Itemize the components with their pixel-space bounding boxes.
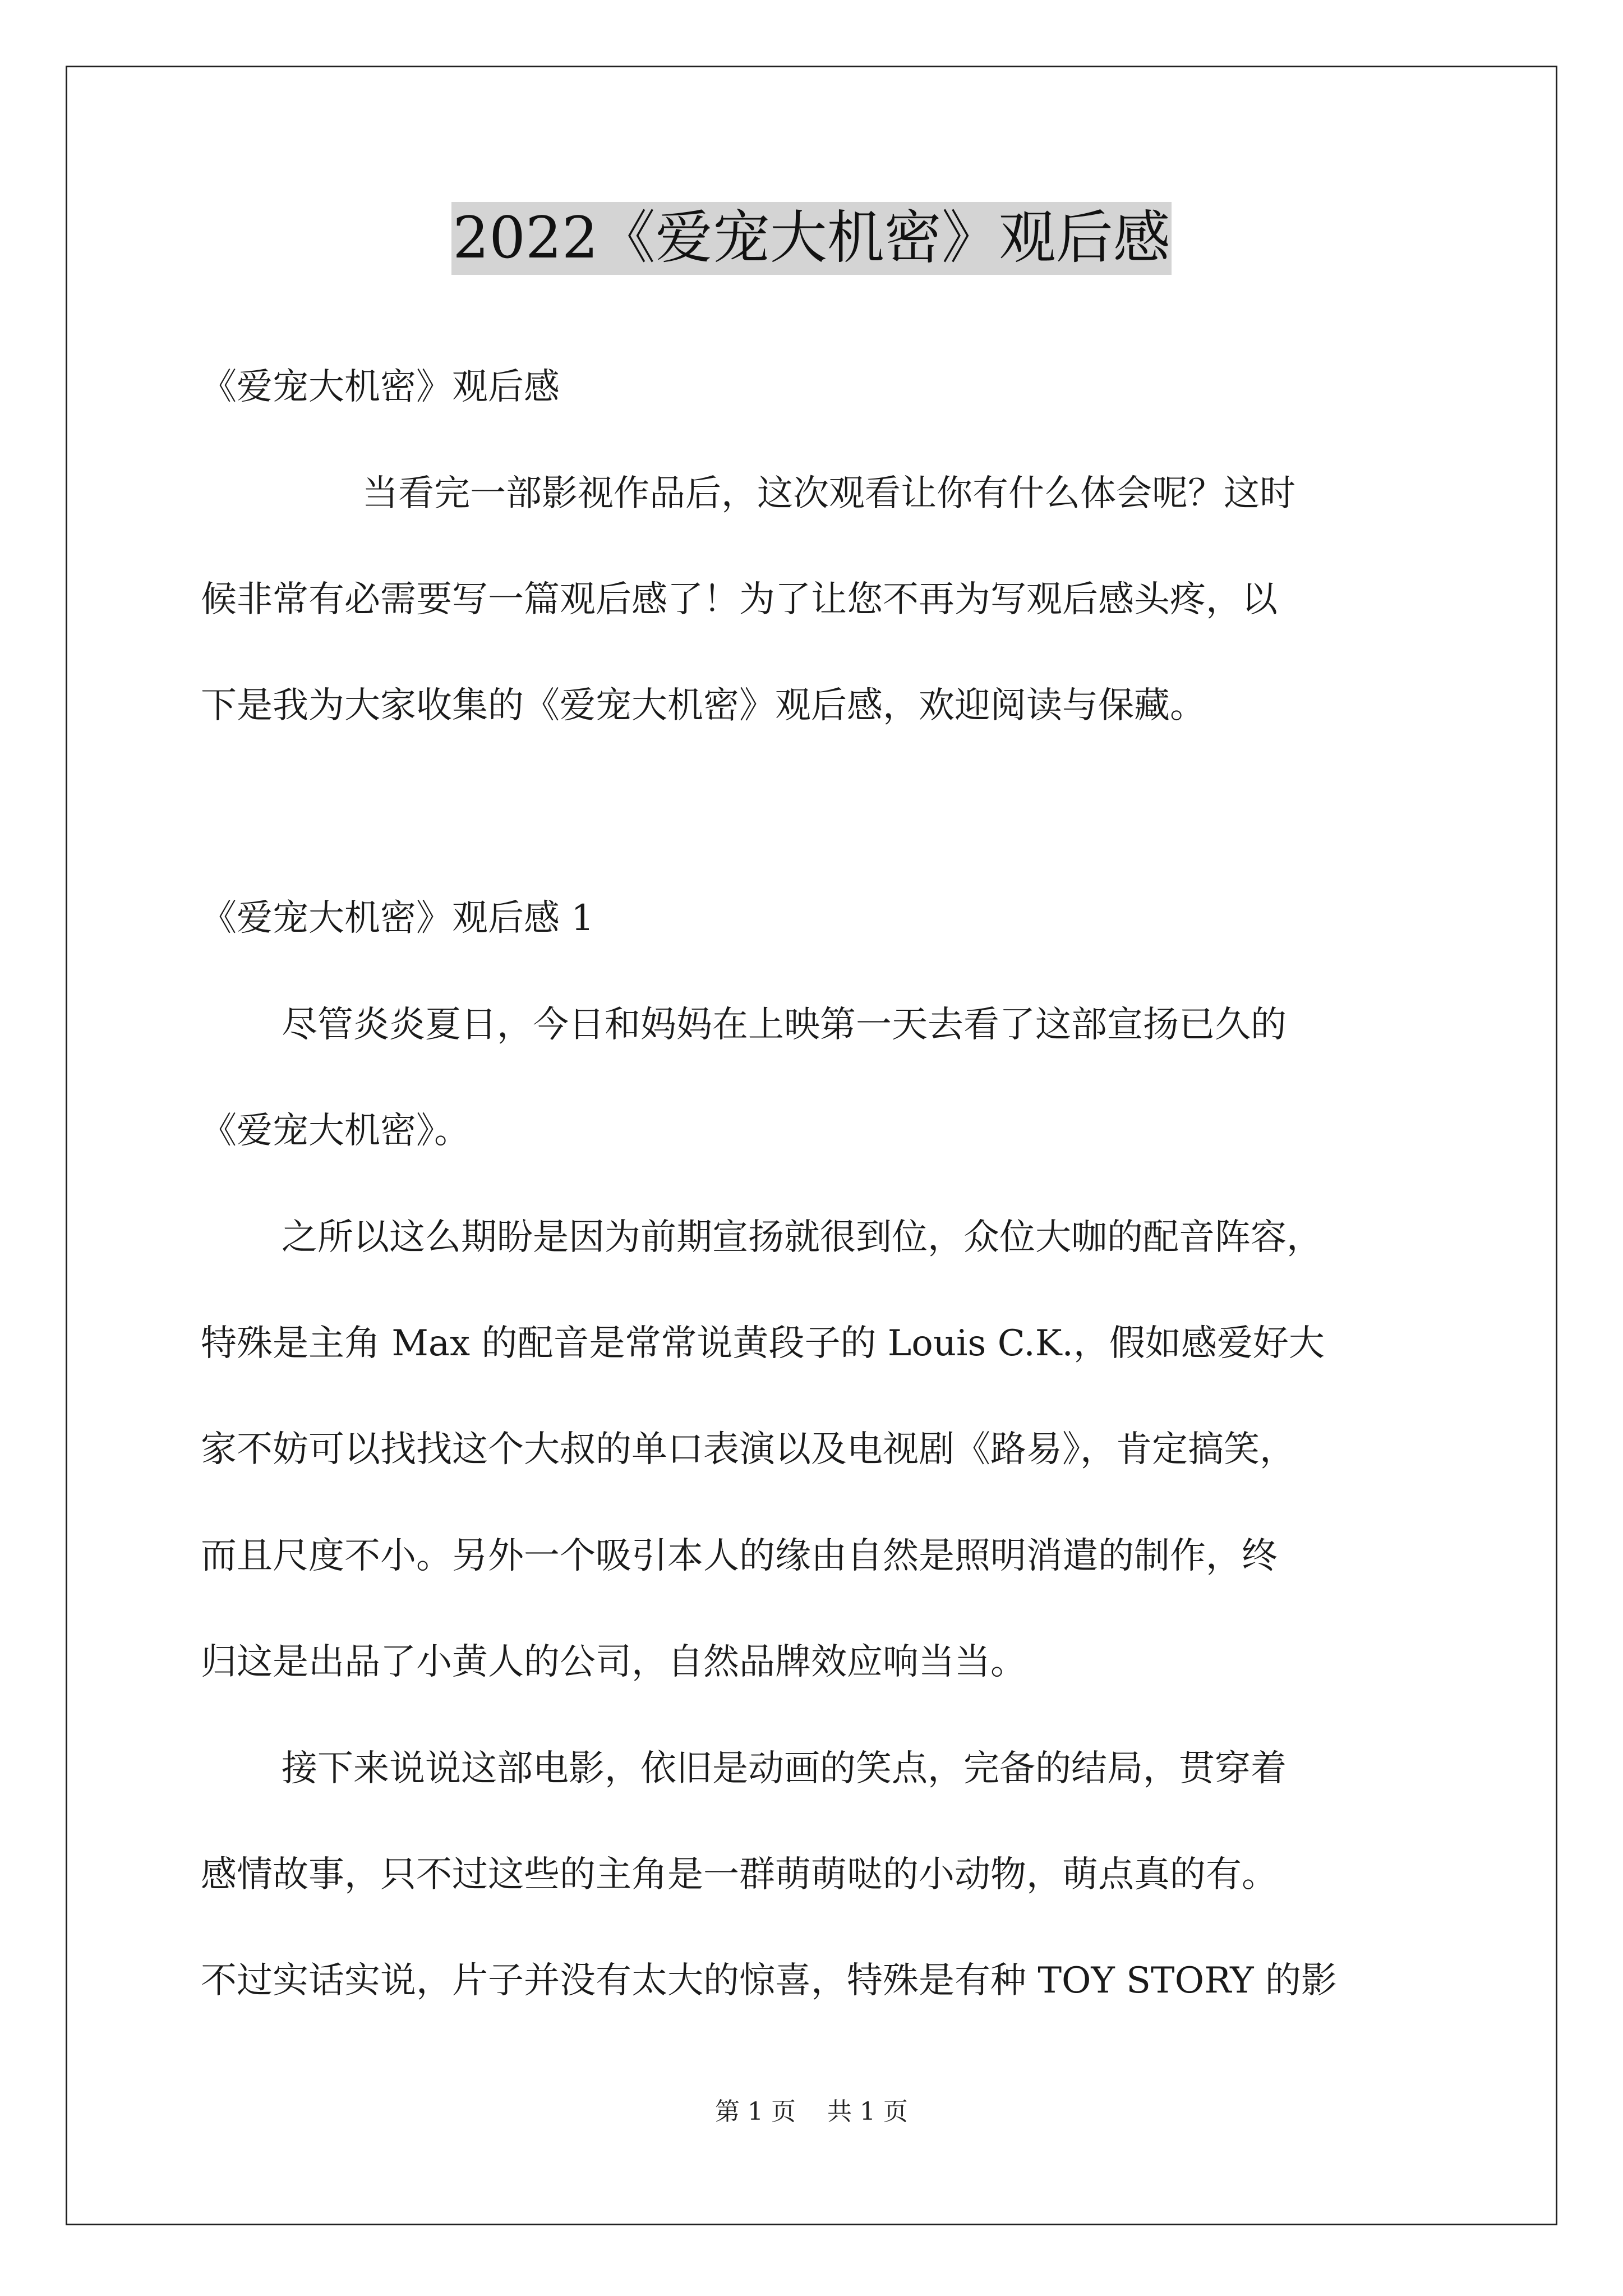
title-container <box>0 202 1623 275</box>
paragraph-line: 之所以这么期盼是因为前期宣扬就很到位，众位大咖的配音阵容， <box>282 1217 1322 1258</box>
paragraph-line: 接下来说说这部电影，依旧是动画的笑点，完备的结局，贯穿着 <box>282 1748 1287 1789</box>
paragraph-line: 候非常有必需要写一篇观后感了！为了让您不再为写观后感头疼，以 <box>201 579 1278 620</box>
section-heading-intro: 《爱宠大机密》观后感 <box>201 366 560 408</box>
paragraph-line: 家不妨可以找找这个大叔的单口表演以及电视剧《路易》，肯定搞笑， <box>201 1429 1295 1470</box>
paragraph-line: 归这是出品了小黄人的公司，自然品牌效应响当当。 <box>201 1641 1026 1683</box>
paragraph-line: 特殊是主角 Max 的配音是常常说黄段子的 Louis C.K.，假如感爱好大 <box>201 1323 1325 1364</box>
section-heading-1: 《爱宠大机密》观后感 1 <box>201 898 594 939</box>
paragraph-line: 《爱宠大机密》。 <box>201 1110 470 1152</box>
paragraph-line: 感情故事，只不过这些的主角是一群萌萌哒的小动物，萌点真的有。 <box>201 1854 1278 1895</box>
paragraph-line: 当看完一部影视作品后，这次观看让你有什么体会呢？这时 <box>362 473 1295 514</box>
paragraph-line: 不过实话实说，片子并没有太大的惊喜，特殊是有种 TOY STORY 的影 <box>201 1960 1337 2001</box>
paragraph-line: 而且尺度不小。另外一个吸引本人的缘由自然是照明消遣的制作，终 <box>201 1535 1278 1577</box>
paragraph-line: 尽管炎炎夏日，今日和妈妈在上映第一天去看了这部宣扬已久的 <box>282 1004 1287 1046</box>
document-title: 2022《爱宠大机密》观后感 <box>451 202 1172 275</box>
page-footer: 第 1 页 共 1 页 <box>715 2097 908 2126</box>
paragraph-line: 下是我为大家收集的《爱宠大机密》观后感，欢迎阅读与保藏。 <box>201 685 1206 726</box>
